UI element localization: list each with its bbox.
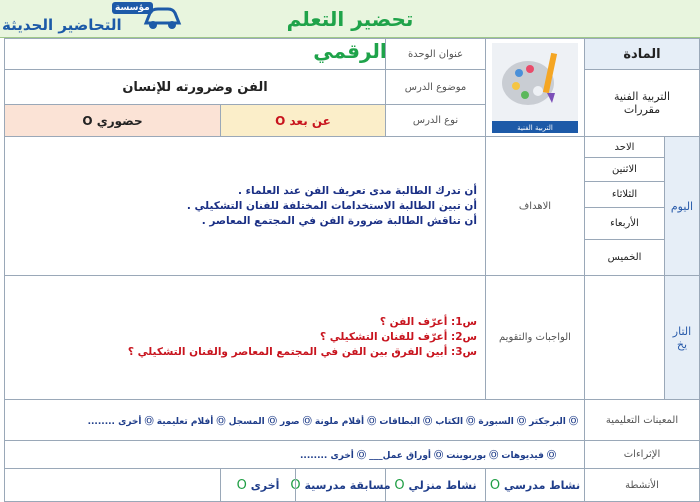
subject-label: المادة (623, 46, 661, 62)
date-label-line1: التار (672, 324, 692, 338)
remote-option-cell[interactable] (220, 104, 386, 137)
paint-palette-icon (492, 43, 578, 133)
lesson-type-label: نوع الدرس (412, 115, 459, 126)
attendance-option-cell[interactable] (4, 104, 221, 137)
book-caption: التربية الفنية (517, 123, 553, 132)
unit-value-cell[interactable] (4, 38, 386, 70)
activity-home-label: نشاط منزلي (408, 478, 477, 492)
car-icon (142, 3, 182, 33)
activity-other[interactable] (220, 468, 296, 502)
activities-label: الأنشطة (625, 479, 659, 491)
enrichment-content-cell[interactable] (4, 440, 585, 469)
homework-question: س3: أبين الفرق بين الفن في المجتمع المعاصر والفنان التشكيلي ؟ (127, 346, 477, 358)
unit-label-cell (385, 38, 486, 70)
day-tuesday[interactable] (584, 181, 665, 208)
activity-contest[interactable] (290, 468, 391, 502)
tools-label: المعينات التعليمية (605, 414, 679, 426)
tools-content-cell[interactable] (4, 399, 585, 441)
tools-label-cell (584, 399, 700, 441)
logo-top-text: مؤسسة (112, 2, 153, 14)
day-monday-label: الاثنين (612, 164, 637, 175)
activity-school-label: نشاط مدرسي (503, 478, 581, 492)
day-sunday[interactable] (584, 136, 665, 158)
objective-item: أن تناقش الطالبة ضرورة الفن في المجتمع المعاصر . (201, 214, 477, 227)
activities-label-cell (584, 468, 700, 502)
remote-option: عن بعد O (275, 113, 331, 128)
objectives-label-cell (485, 136, 585, 276)
activity-other-label: أخرى (250, 478, 280, 492)
homework-question: س1: أعرّف الفن ؟ (379, 316, 477, 328)
subject-value-line1: التربية الفنية (613, 90, 671, 103)
activity-home-marker: O (394, 477, 405, 493)
date-value-cell[interactable] (584, 275, 665, 400)
subject-label-cell (584, 38, 700, 70)
day-label-cell (664, 136, 700, 276)
lesson-topic-value-cell[interactable] (4, 69, 386, 105)
subject-value-cell (584, 69, 700, 137)
day-tuesday-label: الثلاثاء (611, 189, 638, 200)
objective-item: أن تبين الطالبة الاستخدامات المختلفة للفنان التشكيلي . (186, 199, 477, 212)
objective-item: أن تدرك الطالبة مدى تعريف الفن عند العلماء . (238, 184, 477, 197)
objectives-list (187, 184, 477, 229)
date-label-cell (664, 275, 700, 400)
homework-label: الواجبات والتقويم (499, 332, 571, 343)
day-sunday-label: الاحد (614, 141, 635, 153)
enrichment-label-cell (584, 440, 700, 469)
objectives-label: الاهداف (518, 200, 552, 212)
homework-content-cell[interactable] (4, 275, 486, 400)
lesson-type-label-cell (385, 104, 486, 137)
unit-label: عنوان الوحدة (407, 48, 464, 60)
lesson-topic-label: موضوع الدرس (404, 81, 467, 93)
day-wednesday[interactable] (584, 207, 665, 240)
attendance-option: حضوري O (82, 113, 143, 128)
activity-home[interactable] (385, 468, 486, 502)
activity-school-marker: O (489, 477, 501, 493)
lesson-topic-label-cell (385, 69, 486, 105)
activity-school[interactable] (485, 468, 585, 502)
tools-options: Ⓞ البرجكتر Ⓞ السبورة Ⓞ الكتاب Ⓞ البطاقات Ⓞ أقلام ملونة Ⓞ صور Ⓞ المسجل Ⓞ أفلام تعليمية Ⓞ أخرى ........ (87, 416, 578, 427)
enrichment-options: Ⓞ فيديوهات Ⓞ بوربوينت Ⓞ أوراق عمل___ Ⓞ أخرى ........ (299, 451, 556, 461)
activity-other-marker: O (236, 477, 247, 493)
homework-question: س2: أعرّف للفنان التشكيلي ؟ (319, 331, 477, 343)
activity-contest-label: مسابقة مدرسية (304, 478, 391, 492)
day-label: اليوم (670, 199, 694, 213)
day-thursday-label: الخميس (607, 252, 642, 263)
objectives-content-cell[interactable] (4, 136, 486, 276)
institution-logo (2, 2, 184, 38)
day-monday[interactable] (584, 157, 665, 182)
homework-list (128, 315, 477, 360)
homework-label-cell (485, 275, 585, 400)
textbook-cover-cell (485, 38, 585, 137)
activity-contest-marker: O (290, 477, 301, 493)
lesson-topic-value: الفن وضرورته للإنسان (122, 79, 268, 95)
date-label-line2: يخ (676, 337, 688, 351)
logo-main-text: التحاضير الحديثة (2, 16, 122, 34)
page-title: تحضير التعلم الرقمي (286, 7, 414, 63)
day-wednesday-label: الأربعاء (610, 218, 639, 229)
activities-empty-cell (4, 468, 221, 502)
enrichment-label: الإثراءات (623, 449, 661, 460)
day-thursday[interactable] (584, 239, 665, 276)
subject-value-line2: مقررات (623, 103, 661, 116)
